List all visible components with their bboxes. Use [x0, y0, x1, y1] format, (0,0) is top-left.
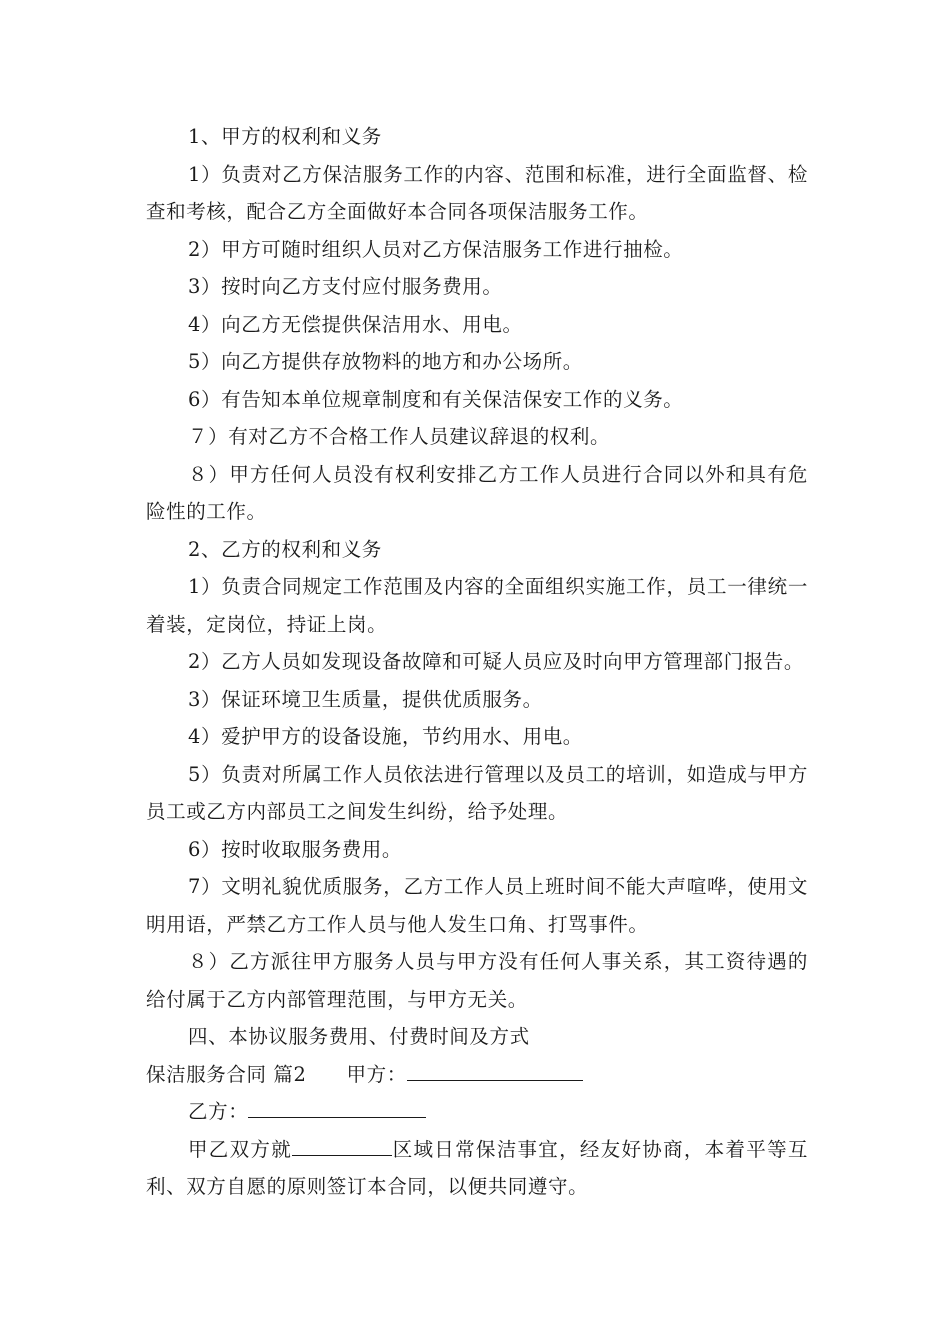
closing-paragraph	[146, 1131, 808, 1206]
party-a-label: 甲方：	[346, 1062, 407, 1086]
clause-b-3: 3）保证环境卫生质量，提供优质服务。	[188, 687, 543, 711]
clause-a-7: ７）有对乙方不合格工作人员建议辞退的权利。	[188, 425, 611, 448]
contract-title: 保洁服务合同 篇2	[146, 1062, 307, 1086]
clause-a-2: 2）甲方可随时组织人员对乙方保洁服务工作进行抽检。	[188, 237, 684, 261]
closing-before-blank: 甲乙双方就	[188, 1137, 292, 1161]
clause-a-6: 6）有告知本单位规章制度和有关保洁保安工作的义务。	[188, 387, 684, 411]
clause-b-1: 1）负责合同规定工作范围及内容的全面组织实施工作，员工一律统一着装，定岗位，持证上岗。	[146, 575, 808, 636]
closing-after-blank: 区域日常保洁事宜，经友好协商，本着平等互利、双方自愿的原则签订本合同，以便共同遵守。	[146, 1137, 808, 1198]
section-heading-party-a-rights: 1、甲方的权利和义务	[188, 125, 382, 148]
area-blank	[292, 1133, 392, 1156]
party-b-blank	[248, 1095, 426, 1118]
clause-b-8: ８）乙方派往甲方服务人员与甲方没有任何人事关系，其工资待遇的给付属于乙方内部管理范围，与甲方无关。	[146, 950, 808, 1011]
document-body	[146, 118, 808, 1206]
clause-b-2: 2）乙方人员如发现设备故障和可疑人员应及时向甲方管理部门报告。	[188, 650, 805, 673]
party-b-line	[146, 1093, 808, 1131]
clause-a-1: 1）负责对乙方保洁服务工作的内容、范围和标准，进行全面监督、检查和考核，配合乙方全面做好本合同各项保洁服务工作。	[146, 162, 808, 223]
party-b-label: 乙方：	[188, 1100, 249, 1123]
clause-a-8: ８）甲方任何人员没有权利安排乙方工作人员进行合同以外和具有危险性的工作。	[146, 462, 808, 523]
clause-b-7: 7）文明礼貌优质服务，乙方工作人员上班时间不能大声喧哗，使用文明用语，严禁乙方工作人员与他人发生口角、打骂事件。	[146, 875, 808, 936]
clause-b-4: 4）爱护甲方的设备设施，节约用水、用电。	[188, 725, 583, 748]
clause-a-3: 3）按时向乙方支付应付服务费用。	[188, 275, 503, 298]
clause-a-5: 5）向乙方提供存放物料的地方和办公场所。	[188, 350, 583, 373]
contract-title-line	[146, 1056, 808, 1094]
clause-b-5: 5）负责对所属工作人员依法进行管理以及员工的培训，如造成与甲方员工或乙方内部员工之间发生纠纷，给予处理。	[146, 762, 808, 823]
clause-a-4: 4）向乙方无偿提供保洁用水、用电。	[188, 312, 523, 336]
section-heading-fees: 四、本协议服务费用、付费时间及方式	[188, 1025, 530, 1048]
party-a-blank	[407, 1058, 583, 1081]
clause-b-6: 6）按时收取服务费用。	[188, 837, 403, 861]
section-heading-party-b-rights: 2、乙方的权利和义务	[188, 537, 382, 561]
